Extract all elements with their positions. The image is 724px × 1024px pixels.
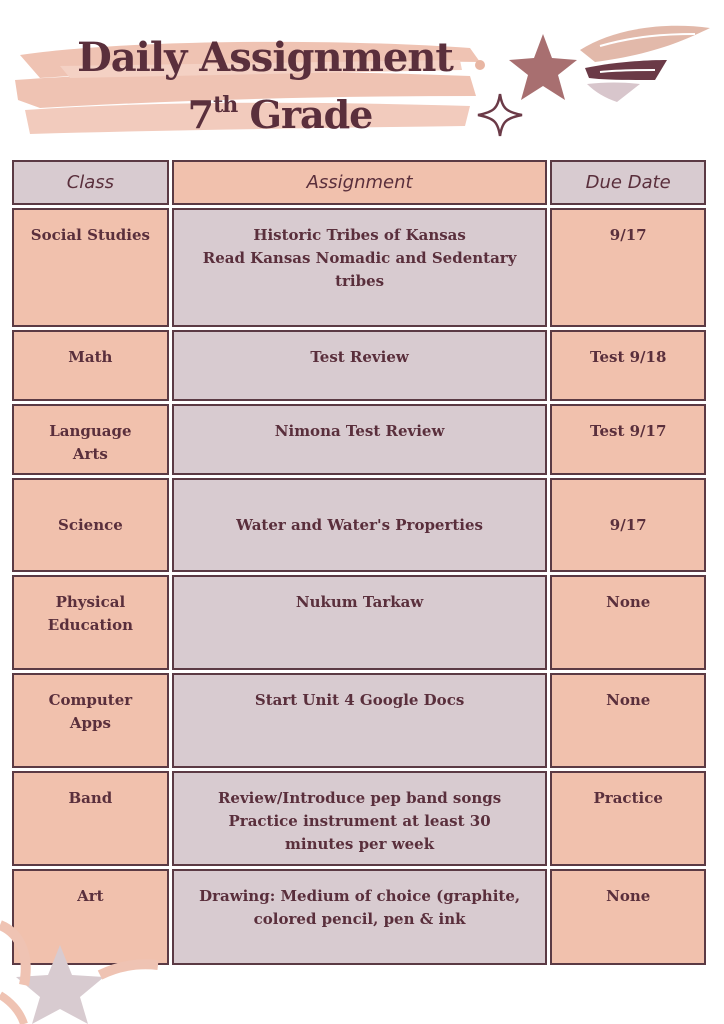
assignment-cell	[172, 208, 548, 327]
assignment-cell	[172, 869, 548, 965]
column-header-assignment: Assignment	[172, 160, 548, 205]
table-row	[12, 404, 706, 475]
page-title: Daily Assignment	[77, 34, 453, 81]
grade-number: 7	[187, 92, 214, 137]
assignment-table	[12, 157, 712, 968]
table-header-row	[12, 160, 706, 205]
sparkle-icon	[476, 92, 526, 138]
table-row	[12, 771, 706, 866]
due-date-cell: None	[550, 673, 706, 768]
table-row	[12, 673, 706, 768]
assignment-cell	[172, 771, 548, 866]
assignment-line: Nukum Tarkaw	[295, 593, 424, 611]
due-date-cell: 9/17	[550, 208, 706, 327]
assignment-cell	[172, 575, 548, 670]
due-date-cell: Test 9/17	[550, 404, 706, 475]
assignment-line: Practice instrument at least 30 minutes per week	[228, 812, 491, 853]
class-cell	[12, 673, 169, 768]
dot-icon	[470, 50, 490, 70]
due-date-cell: None	[550, 869, 706, 965]
shooting-star-icon	[505, 18, 715, 118]
assignment-line: Review/Introduce pep band songs	[217, 789, 502, 807]
due-date-cell: Practice	[550, 771, 706, 866]
due-date-cell: 9/17	[550, 478, 706, 572]
class-cell: Science	[12, 478, 169, 572]
table-row	[12, 575, 706, 670]
assignment-line: Water and Water's Properties	[236, 515, 483, 534]
assignment-cell	[172, 330, 548, 401]
table-row	[12, 330, 706, 401]
class-cell: Band	[12, 771, 169, 866]
class-cell	[12, 404, 169, 475]
table-row	[12, 478, 706, 572]
assignment-cell	[172, 478, 548, 572]
assignment-cell	[172, 673, 548, 768]
column-header-class: Class	[12, 160, 169, 205]
class-cell	[12, 575, 169, 670]
class-cell: Art	[12, 869, 169, 965]
class-label: Language Arts	[49, 422, 132, 463]
assignment-line: Nimona Test Review	[274, 422, 445, 440]
grade-suffix: th	[213, 92, 238, 118]
assignment-line: Test Review	[310, 348, 409, 366]
due-date-cell: None	[550, 575, 706, 670]
assignment-line: Read Kansas Nomadic and Sedentary tribes	[202, 249, 517, 290]
class-cell: Math	[12, 330, 169, 401]
assignment-cell	[172, 404, 548, 475]
grade-word: Grade	[237, 92, 373, 137]
assignment-line: Historic Tribes of Kansas	[253, 226, 466, 244]
assignment-line: Start Unit 4 Google Docs	[254, 691, 465, 709]
class-label: Physical Education	[47, 593, 133, 634]
class-cell: Social Studies	[12, 208, 169, 327]
table-row	[12, 208, 706, 327]
header	[0, 0, 724, 150]
assignment-line: Drawing: Medium of choice (graphite, colored pencil, pen & ink	[199, 887, 521, 928]
class-label: Computer Apps	[48, 691, 133, 732]
due-date-cell: Test 9/18	[550, 330, 706, 401]
column-header-due-date: Due Date	[550, 160, 706, 205]
decorative-stars-bottom	[0, 905, 160, 1024]
